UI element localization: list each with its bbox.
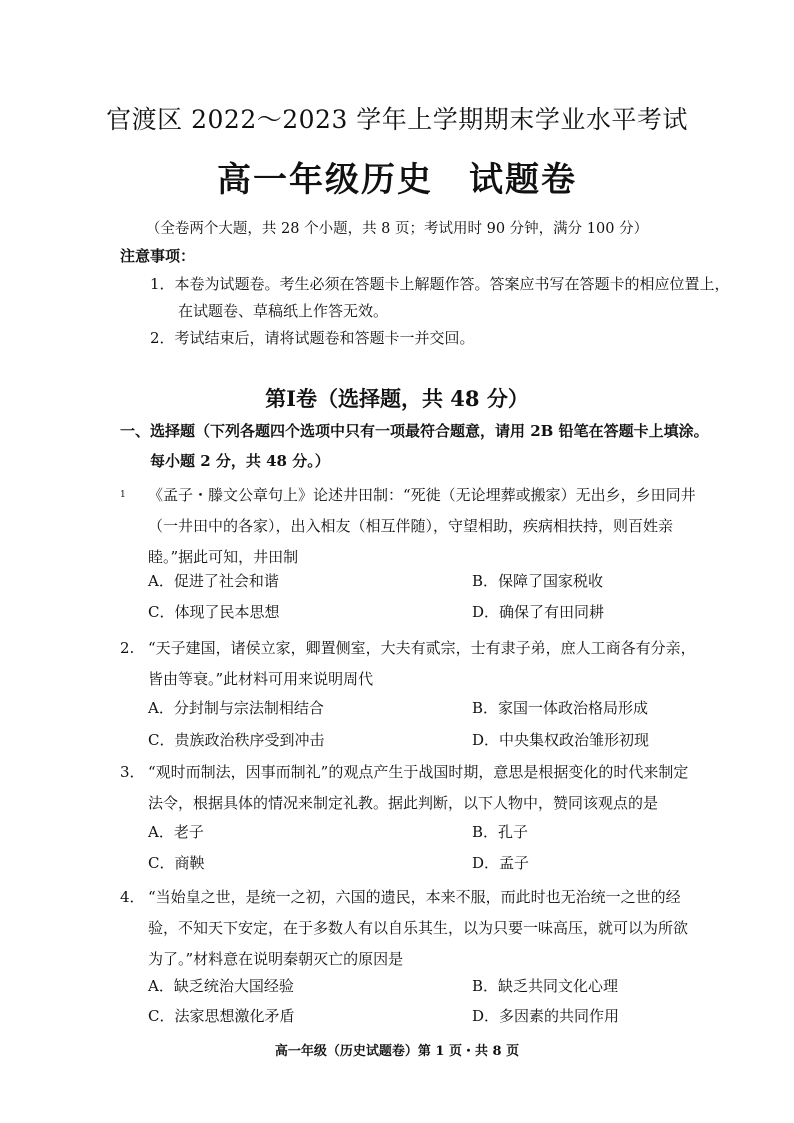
- question-text: “天子建国，诸侯立家，卿置侧室，大夫有贰宗，士有隶子弟，庶人工商各有分亲，: [148, 639, 696, 657]
- exam-subject-title: 高一年级历史 试题卷: [217, 160, 577, 200]
- notice-item-1-continued: 在试题卷、草稿纸上作答无效。: [178, 302, 389, 320]
- page-footer: 高一年级（历史试题卷）第 1 页・共 8 页: [274, 1044, 520, 1059]
- option-d: D．确保了有田同耕: [472, 603, 605, 621]
- option-b: B．缺乏共同文化心理: [472, 977, 619, 995]
- option-a: A．促进了社会和谐: [148, 572, 279, 590]
- question-text: 法令，根据具体的情况来制定礼教。据此判断，以下人物中，赞同该观点的是: [148, 794, 659, 812]
- question-text: （一井田中的各家），出入相友（相互伴随），守望相助，疾病相扶持，则百姓亲: [148, 517, 674, 535]
- question-text: “观时而制法，因事而制礼”的观点产生于战国时期，意思是根据变化的时代来制定: [148, 763, 689, 781]
- notice-heading: 注意事项：: [120, 247, 196, 265]
- question-number: 4．: [120, 888, 145, 906]
- option-d: D．多因素的共同作用: [472, 1007, 620, 1025]
- question-text: 验，不知天下安定，在于多数人有以自乐其生，以为只要一味高压，就可以为所欲: [148, 919, 689, 937]
- option-a: A．老子: [148, 823, 204, 841]
- part-heading-continued: 每小题 2 分，共 48 分。）: [150, 452, 330, 470]
- option-b: B．家国一体政治格局形成: [472, 699, 649, 717]
- question-text: “当始皇之世，是统一之初，六国的遗民，本来不服，而此时也无治统一之世的经: [148, 888, 681, 906]
- section-title: 第Ⅰ卷（选择题，共 48 分）: [265, 386, 529, 411]
- notice-item-1: 1．本卷为试题卷。考生必须在答题卡上解题作答。答案应书写在答题卡的相应位置上，: [150, 275, 730, 293]
- question-4: [120, 882, 750, 975]
- question-1: [120, 480, 750, 573]
- option-c: C．法家思想激化矛盾: [148, 1007, 295, 1025]
- part-heading: 一、选择题（下列各题四个选项中只有一项最符合题意，请用 2B 铅笔在答题卡上填涂。: [120, 422, 709, 440]
- option-a: A．分封制与宗法制相结合: [148, 699, 324, 717]
- exam-info: （全卷两个大题，共 28 个小题，共 8 页；考试用时 90 分钟，满分 100 分）: [145, 221, 649, 237]
- question-3: [120, 757, 750, 819]
- option-c: C．体现了民本思想: [148, 603, 280, 621]
- question-number: 1: [120, 490, 126, 500]
- option-c: C．贵族政治秩序受到冲击: [148, 731, 325, 749]
- question-text: 睦。”据此可知，井田制: [148, 548, 299, 566]
- option-d: D．中央集权政治雏形初现: [472, 731, 650, 749]
- option-b: B．孔子: [472, 823, 529, 841]
- option-c: C．商鞅: [148, 854, 205, 872]
- option-a: A．缺乏统治大国经验: [148, 977, 294, 995]
- exam-title: 官渡区 2022～2023 学年上学期期末学业水平考试: [106, 105, 688, 134]
- option-b: B．保障了国家税收: [472, 572, 604, 590]
- question-text: 《孟子・滕文公章句上》论述井田制：“死徙（无论埋葬或搬家）无出乡，乡田同井: [148, 486, 696, 504]
- question-number: 2.: [120, 639, 135, 657]
- question-number: 3．: [120, 763, 145, 781]
- question-2: [120, 633, 750, 695]
- notice-item-2: 2．考试结束后，请将试题卷和答题卡一并交回。: [150, 329, 475, 347]
- option-d: D．孟子: [472, 854, 530, 872]
- question-text: 为了。”材料意在说明秦朝灭亡的原因是: [148, 950, 404, 968]
- question-text: 皆由等衰。”此材料可用来说明周代: [148, 670, 374, 688]
